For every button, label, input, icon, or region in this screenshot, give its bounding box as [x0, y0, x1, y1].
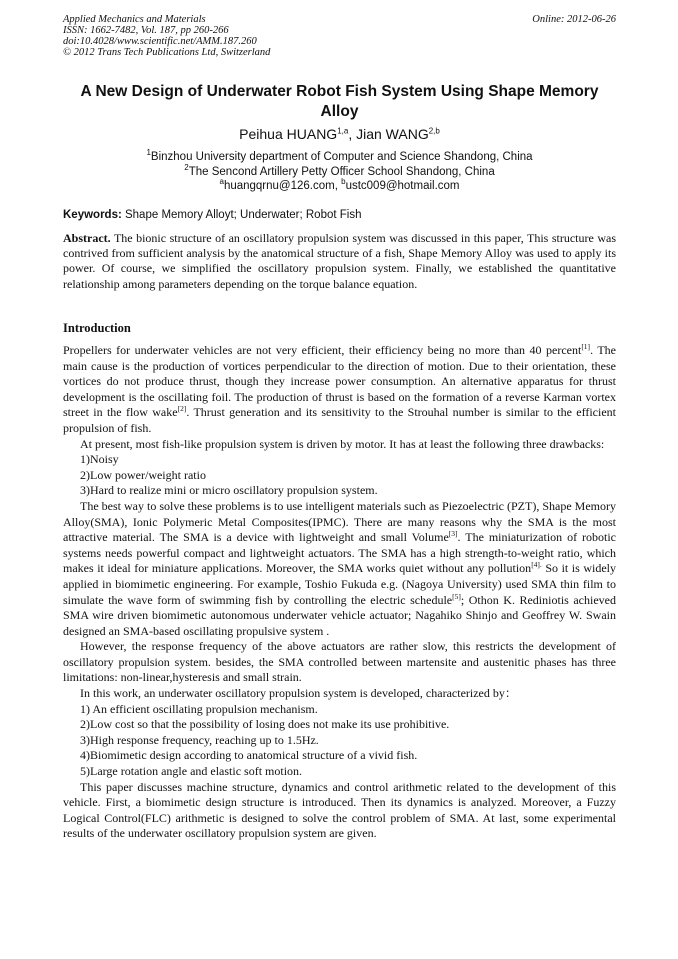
author-superscript: 2,b: [428, 126, 440, 136]
author-name: Jian WANG: [356, 126, 429, 142]
paragraph: In this work, an underwater oscillatory propulsion system is developed, characterized by：: [80, 686, 517, 701]
email-b: ustc009@hotmail.com: [345, 180, 460, 192]
paper-title: A New Design of Underwater Robot Fish System Using Shape Memory Alloy: [80, 83, 599, 120]
list-item: 1)Noisy: [80, 452, 119, 467]
paragraph-text: So it is widely applied in biomimetic engineering. For example, Toshio Fukuda e.g. (Nagoya University) used SMA thin film to simulate the wave form of swimming fish by controlling the electric schedule: [63, 561, 616, 607]
list-item: 3)High response frequency, reaching up to 1.5Hz.: [80, 732, 319, 747]
author-separator: ,: [348, 126, 357, 142]
list-item: 5)Large rotation angle and elastic soft motion.: [80, 764, 303, 779]
paragraph-text: . Thrust generation and its sensitivity to the Strouhal number is similar to the efficient propulsion of fish.: [63, 405, 617, 435]
citation: [1]: [581, 342, 591, 351]
affiliation-text: The Sencond Artillery Petty Officer School Shandong, China: [188, 165, 495, 178]
affiliation-2: [63, 162, 616, 180]
keywords-text: Shape Memory Alloyt; Underwater; Robot Fish: [121, 209, 362, 221]
abstract-label: Abstract.: [63, 231, 111, 245]
affiliations: [63, 150, 616, 194]
journal-issn: ISSN: 1662-7482, Vol. 187, pp 260-266: [63, 25, 229, 36]
keywords-label: Keywords:: [63, 209, 122, 221]
citation: [2]: [177, 404, 187, 414]
email-marker: b: [341, 177, 346, 187]
author-superscript: 1,a: [337, 126, 349, 136]
introduction-body: [63, 343, 616, 842]
paragraph-text: . The main cause is the production of vortices perpendicular to the direction of motion. Due to their orientation, these vortices do not produce thrust, though they increase power consumption. An alternative apparatus for thrust development is the oscillating foil. The production of thrust is based on the formation of a reverse Karman vortex street in the flow wake: [63, 343, 616, 420]
email-a: huangqrnu@126.com,: [223, 180, 342, 192]
citation: [4].: [531, 560, 542, 570]
journal-copyright: © 2012 Trans Tech Publications Ltd, Switzerland: [63, 47, 271, 58]
paragraph-text: The best way to solve these problems is to use intelligent materials such as Piezoelectric (PZT), Shape Memory Alloy(SMA), Ionic Polymeric Metal Composites(IPMC). There are many reasons why the SMA is the most attractive material. The SMA is a device with lightweight and small Volume: [63, 498, 616, 545]
paragraph-text: Propellers for underwater vehicles are not very efficient, their efficiency being no more than 40 percent: [63, 343, 582, 357]
journal-header: [63, 14, 616, 58]
abstract-text: The bionic structure of an oscillatory propulsion system was discussed in this paper, This structure was contrived from sufficient analysis by the anatomical structure of a fish, Shape Memory Alloy was used to apply its power. Of course, we simplified the oscillatory propulsion system. Finally, we established the quantitative relationship among parameters depending on the torque balance equation.: [63, 231, 616, 291]
affiliation-1: [63, 150, 616, 165]
paragraph: At present, most fish-like propulsion system is driven by motor. It has at least the following three drawbacks:: [80, 436, 605, 451]
list-item: 2)Low power/weight ratio: [80, 467, 206, 482]
paragraph: This paper discusses machine structure, dynamics and control arithmetic related to the development of this vehicle. First, a biomimetic design structure is introduced. Then its dynamics is analyzed. Moreover, a Fuzzy Logical Control(FLC) arithmetic is designed to solve the control problem of SMA. At last, some experimental results of the underwater oscillatory propulsion system are given.: [63, 779, 616, 841]
affiliation-text: Binzhou University department of Computer and Science Shandong, China: [150, 151, 533, 163]
paragraph-text: . The miniaturization of robotic systems needs powerful compact and lightweight actuators. The SMA has a high strength-to-weight ratio, which makes it ideal for miniature applications. Moreover, the SMA works quiet without any pollution: [63, 530, 616, 576]
paragraph: [63, 343, 616, 437]
author-name: Peihua HUANG: [239, 126, 338, 142]
email-marker: a: [219, 177, 224, 187]
email-line: [63, 179, 616, 194]
list-item: 2)Low cost so that the possibility of losing does not make its use prohibitive.: [80, 717, 450, 732]
section-heading-introduction: Introduction: [63, 321, 131, 335]
list-item: 1) An efficient oscillating propulsion mechanism.: [80, 701, 318, 716]
affiliation-marker: 1: [146, 148, 151, 158]
journal-name: Applied Mechanics and Materials: [63, 14, 206, 25]
citation: [3]: [448, 529, 458, 539]
abstract: [63, 231, 616, 292]
list-item: 3)Hard to realize mini or micro oscillatory propulsion system.: [80, 483, 378, 498]
author-list: [63, 125, 616, 143]
paragraph: However, the response frequency of the above actuators are rather slow, this restricts the development of oscillatory propulsion system. besides, the SMA controlled between martensite and austenitic phases has three limitations: non-linear,hysteresis and small strain.: [63, 639, 616, 685]
online-date: Online: 2012-06-26: [532, 14, 616, 25]
list-item: 4)Biomimetic design according to anatomical structure of a vivid fish.: [80, 748, 418, 763]
affiliation-marker: 2: [184, 162, 189, 172]
keywords: [63, 208, 616, 222]
citation: [5]: [452, 591, 461, 601]
paragraph-text: ; Othon K. Rediniotis achieved SMA wire driven biomimetic autonomous underwater vehicle actuator; Nagahiko Shinjo and Geoffrey W. Swain designed an SMA-based oscillating propulsive system .: [63, 592, 616, 638]
journal-doi: doi:10.4028/www.scientific.net/AMM.187.260: [63, 36, 257, 47]
paragraph: [63, 499, 616, 639]
